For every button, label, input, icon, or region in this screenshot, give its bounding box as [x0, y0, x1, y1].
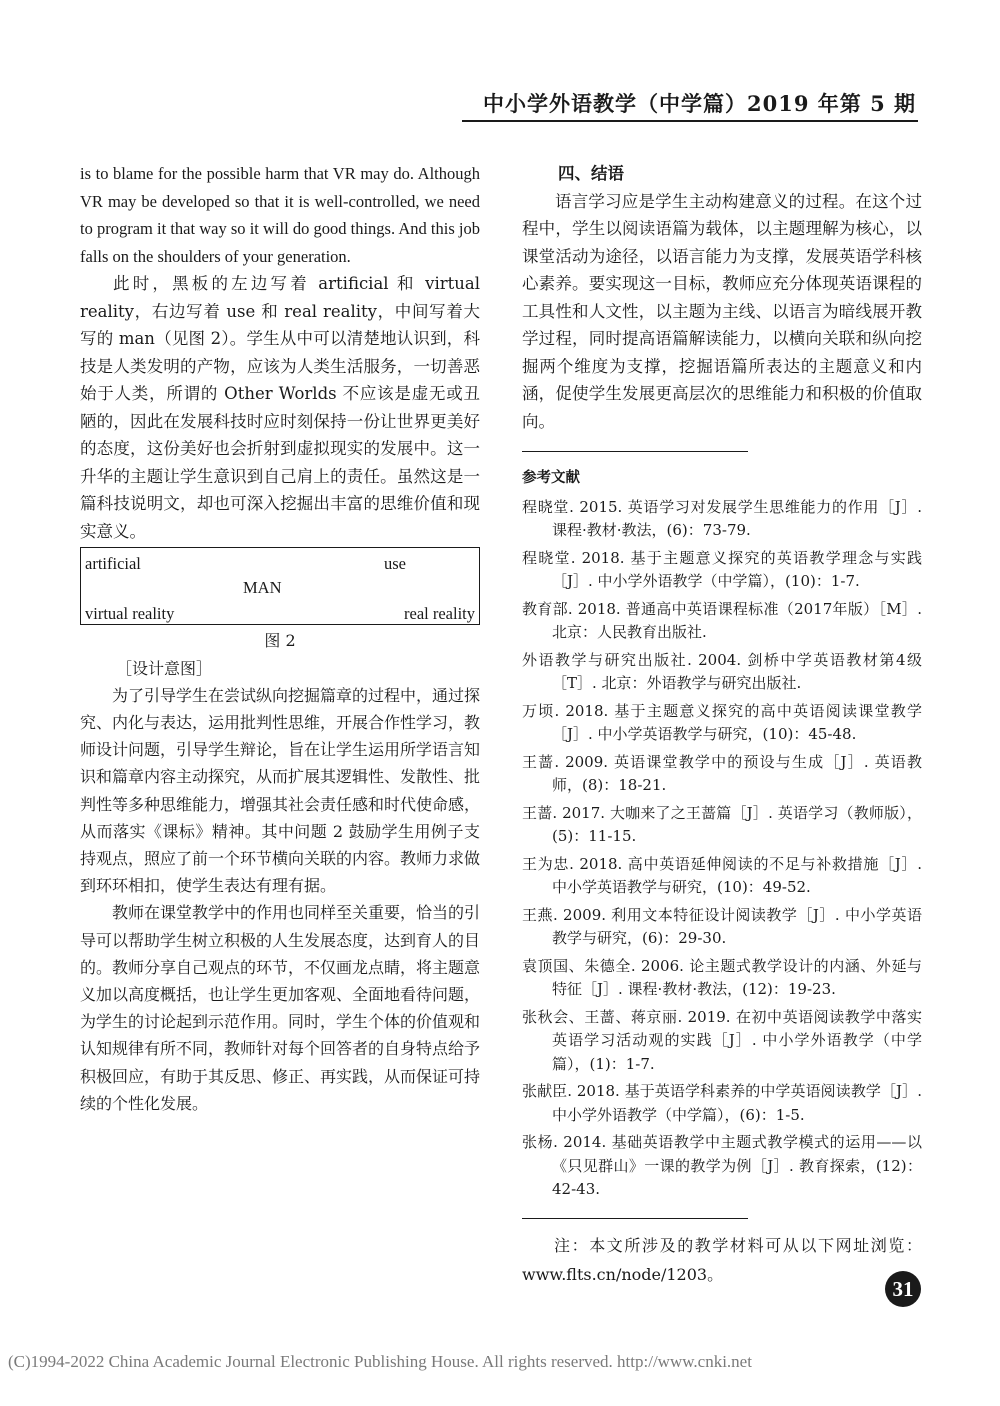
figure-label-real-reality: real reality: [404, 604, 475, 623]
english-paragraph: is to blame for the possible harm that VR may do. Although VR may be developed so that it is well-controlled, we need to program it that way so it will do good things. And this job falls on the shoulders of your generation.: [80, 164, 480, 266]
figure-label-virtual-reality: virtual reality: [85, 604, 175, 623]
reference-item: 外语教学与研究出版社. 2004. 剑桥中学英语教材第4级［T］. 北京：外语教学与研究出版社.: [522, 650, 922, 692]
reference-item: 王燕. 2009. 利用文本特征设计阅读教学［J］. 中小学英语教学与研究，(6)：29-30.: [522, 905, 922, 947]
reference-item: 袁顶国、朱德全. 2006. 论主题式教学设计的内涵、外延与特征［J］. 课程·教材·教法，(12)：19-23.: [522, 956, 922, 998]
design-intent-paragraph-1: 为了引导学生在尝试纵向挖掘篇章的过程中，通过探究、内化与表达，运用批判性思维，开展合作性学习，教师设计问题，引导学生辩论，旨在让学生运用所学语言知识和篇章内容主动探究，从而扩展其逻辑性、发散性、批判性等多种思维能力，增强其社会责任感和时代使命感，从而落实《课标》精神。其中问题 2 鼓励学生用例子支持观点，照应了前一个环节横向关联的内容。教师力求做到环环相扣，使学生表达有理有据。: [80, 685, 481, 896]
journal-header-title: 中小学外语教学（中学篇）2019 年第 5 期: [483, 91, 916, 116]
reference-item: 程晓堂. 2018. 基于主题意义探究的英语教学理念与实践［J］. 中小学外语教学（中学篇），(10)：1-7.: [522, 548, 922, 590]
figure-caption: 图 2: [264, 631, 296, 650]
page-number: 31: [892, 1276, 914, 1301]
note-divider: [522, 1218, 748, 1219]
reference-item: 张秋会、王蔷、蒋京丽. 2019. 在初中英语阅读教学中落实英语学习活动观的实践［J］. 中小学外语教学（中学篇），(1)：1-7.: [522, 1007, 922, 1073]
copyright-footer: (C)1994-2022 China Academic Journal Electronic Publishing House. All rights reserved. http://www.cnki.net: [8, 1352, 752, 1371]
header-rule: [462, 120, 918, 122]
reference-item: 王蔷. 2009. 英语课堂教学中的预设与生成［J］. 英语教师，(8)：18-21.: [522, 752, 922, 794]
references-divider: [522, 451, 748, 452]
footnote: 注：本文所涉及的教学材料可从以下网址浏览：www.flts.cn/node/1203。: [522, 1235, 922, 1284]
reference-item: 万顷. 2018. 基于主题意义探究的高中英语阅读课堂教学［J］. 中小学英语教学与研究，(10)：45-48.: [522, 701, 922, 743]
page-number-badge: [885, 1271, 921, 1307]
reference-item: 王为忠. 2018. 高中英语延伸阅读的不足与补救措施［J］. 中小学英语教学与研究，(10)：49-52.: [522, 854, 922, 896]
right-column: [522, 160, 922, 1289]
figure-label-use: use: [384, 554, 406, 573]
reference-item: 张杨. 2014. 基础英语教学中主题式教学模式的运用——以《只见群山》一课的教学为例［J］. 教育探索，(12)：42-43.: [522, 1133, 922, 1198]
references-heading: 参考文献: [522, 469, 580, 486]
design-intent-paragraph-2: 教师在课堂教学中的作用也同样至关重要，恰当的引导可以帮助学生树立积极的人生发展态度，达到育人的目的。教师分享自己观点的环节，不仅画龙点睛，将主题意义加以高度概括，也让学生更加客观、全面地看待问题，为学生的讨论起到示范作用。同时，学生个体的价值观和认知规律有所不同，教师针对每个回答者的自身特点给予积极回应，有助于其反思、修正、再实践，从而保证可持续的个性化发展。: [80, 903, 481, 1113]
left-column: [80, 160, 480, 1117]
reference-item: 教育部. 2018. 普通高中英语课程标准（2017年版）［M］. 北京：人民教育出版社.: [522, 599, 922, 641]
reference-item: 张献臣. 2018. 基于英语学科素养的中学英语阅读教学［J］. 中小学外语教学（中学篇），(6)：1-5.: [522, 1082, 922, 1124]
section-heading: 四、结语: [558, 164, 624, 183]
figure-2-box: [80, 547, 480, 625]
reference-item: 程晓堂. 2015. 英语学习对发展学生思维能力的作用［J］. 课程·教材·教法，(6)：73-79.: [522, 497, 922, 539]
body-paragraph-1: 此时，黑板的左边写着 artificial 和 virtual reality，右边写着 use 和 real reality，中间写着大写的 man（见图 2）。学生从中可以清楚地认识到，科技是人类发明的产物，应该为人类生活服务，一切善恶始于人类，所谓的 Other Worlds 不应该是虚无或丑陋的，因此在发展科技时应时刻保持一份让世界更美好的态度，这份美好也会折射到虚拟现实的发展中。这一升华的主题让学生意识到自己肩上的责任。虽然这是一篇科技说明文，却也可深入挖掘出丰富的思维价值和现实意义。: [80, 274, 480, 541]
conclusion-paragraph: 语言学习应是学生主动构建意义的过程。在这个过程中，学生以阅读语篇为载体，以主题理解为核心，以课堂活动为途径，以语言能力为支撑，发展英语学科核心素养。要实现这一目标，教师应充分体现英语课程的工具性和人文性，以主题为主线、以语言为暗线展开教学过程，同时提高语篇解读能力，以横向关联和纵向挖掘两个维度为支撑，挖掘语篇所表达的主题意义和内涵，促使学生发展更高层次的思维能力和积极的价值取向。: [522, 191, 922, 431]
figure-label-man: MAN: [243, 578, 282, 597]
reference-item: 王蔷. 2017. 大咖来了之王蔷篇［J］. 英语学习（教师版），(5)：11-15.: [522, 803, 922, 845]
references-list: [522, 496, 922, 1202]
figure-label-artificial: artificial: [85, 554, 141, 573]
design-intent-label: ［设计意图］: [116, 658, 213, 678]
